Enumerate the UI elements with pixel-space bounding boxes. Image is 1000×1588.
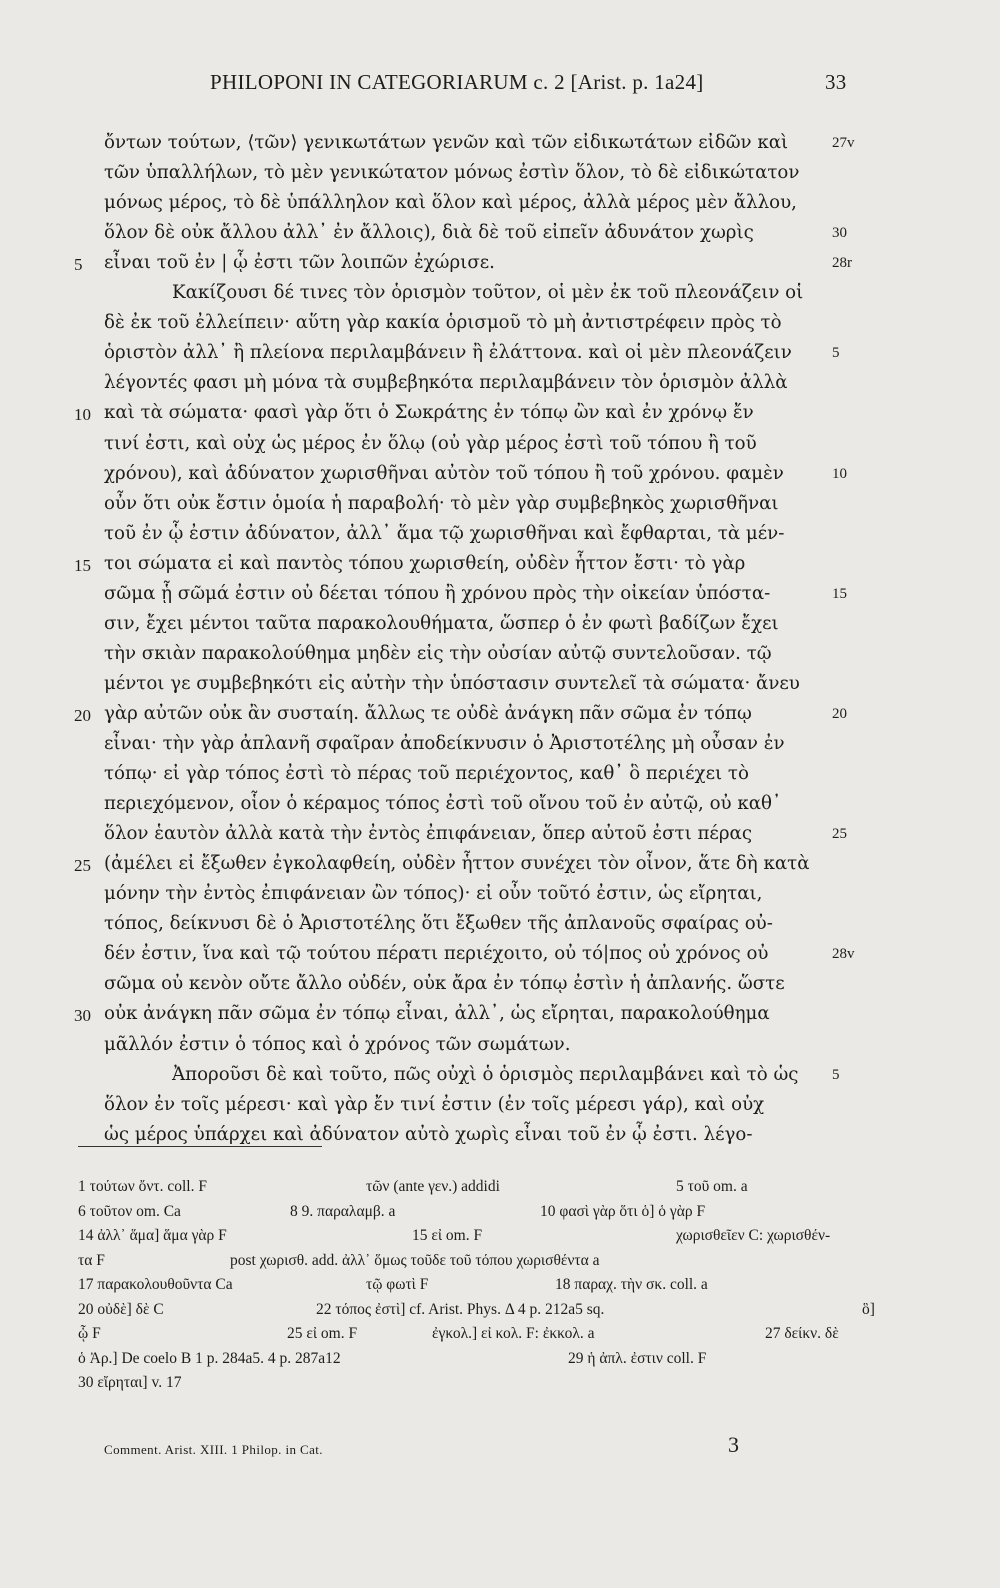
text-line: σῶμα οὐ κενὸν οὔτε ἄλλο οὐδέν, οὐκ ἄρα ἐν τόπῳ ἐστὶν ἡ ἀπλανής. ὥστε: [104, 973, 785, 995]
footnote-entry: 29 ἡ ἀπλ. ἐστιν coll. F: [568, 1349, 707, 1367]
text-line: Κακίζουσι δέ τινες τὸν ὁρισμὸν τοῦτον, οἱ μὲν ἐκ τοῦ πλεονάζειν οἱ: [172, 282, 804, 304]
text-line: τῶν ὑπαλλήλων, τὸ μὲν γενικώτατον μόνως ἐστὶν ὅλον, τὸ δὲ εἰδικώτατον: [104, 162, 800, 184]
text-line: δέν ἐστιν, ἵνα καὶ τῷ τούτου πέρατι περιέχοιτο, οὐ τό|πος οὐ χρόνος οὐ: [104, 943, 769, 965]
text-line: λέγοντές φασι μὴ μόνα τὰ συμβεβηκότα περιλαμβάνειν τὸν ὁρισμὸν ἀλλὰ: [104, 372, 788, 394]
footnote-entry: τῷ φωτὶ F: [366, 1276, 429, 1293]
footnote-entry: 8 9. παραλαμβ. a: [290, 1202, 396, 1220]
text-line: ὁριστὸν ἀλλ᾿ ἢ πλείονα περιλαμβάνειν ἢ ἐλάττονα. καὶ οἱ μὲν πλεονάζειν: [104, 342, 792, 364]
text-line: (ἀμέλει εἰ ἔξωθεν ἐγκολαφθείη, οὐδὲν ἧττον συνέχει τὸν οἶνον, ἅτε δὴ κατὰ: [104, 853, 810, 875]
text-line: τοῦ ἐν ᾧ ἐστιν ἀδύνατον, ἀλλ᾿ ἅμα τῷ χωρισθῆναι καὶ ἔφθαρται, τὰ μέν-: [104, 522, 785, 544]
margin-reference: 27v: [832, 135, 855, 151]
text-line: περιεχόμενον, οἷον ὁ κέραμος τόπος ἐστὶ τοῦ οἴνου τοῦ ἐν αὐτῷ, οὐ καθ᾿: [104, 793, 782, 815]
footnote-entry: 10 φασὶ γὰρ ὅτι ὁ] ὁ γὰρ F: [540, 1202, 706, 1220]
text-line: εἶναι· τὴν γὰρ ἀπλανῆ σφαῖραν ἀποδείκνυσιν ὁ Ἀριστοτέλης μὴ οὖσαν ἐν: [104, 733, 785, 754]
sheet-signature: Comment. Arist. XIII. 1 Philop. in Cat.: [104, 1442, 323, 1457]
line-number: 5: [74, 255, 83, 275]
margin-reference: 25: [832, 826, 847, 843]
text-line: σῶμα ᾗ σῶμά ἐστιν οὐ δέεται τόπου ἢ χρόνου πρὸς τὴν οἰκείαν ὑπόστα-: [104, 582, 771, 604]
text-line: μόνως μέρος, τὸ δὲ ὑπάλληλον καὶ ὅλον καὶ μέρος, ἀλλὰ μέρος μὲν ἄλλου,: [104, 192, 797, 214]
text-line: ὅλον ἑαυτὸν ἀλλὰ κατὰ τὴν ἐντὸς ἐπιφάνειαν, ὅπερ αὐτοῦ ἐστι πέρας: [104, 823, 753, 845]
text-line: τοι σώματα εἰ καὶ παντὸς τόπου χωρισθείη, οὐδὲν ἧττον ἔστι· τὸ γὰρ: [104, 552, 746, 574]
footnote-entry: 6 τοῦτον om. Ca: [78, 1202, 181, 1220]
line-number: 30: [74, 1006, 91, 1026]
margin-reference: 5: [832, 345, 840, 362]
text-line: τόπῳ· εἰ γὰρ τόπος ἐστὶ τὸ πέρας τοῦ περιέχοντος, καθ᾿ ὃ περιέχει τὸ: [104, 763, 749, 785]
text-line: τόπος, δείκνυσι δὲ ὁ Ἀριστοτέλης ὅτι ἔξωθεν τῆς ἀπλανοῦς σφαίρας οὐ-: [104, 913, 773, 935]
margin-reference: 10: [832, 465, 847, 482]
footnote-entry: 18 παραχ. τὴν σκ. coll. a: [555, 1276, 708, 1293]
text-line: μόνην τὴν ἐντὸς ἐπιφάνειαν ὢν τόπος)· εἰ οὖν τοῦτό ἐστιν, ὡς εἴρηται,: [104, 883, 763, 905]
text-line: Ἀποροῦσι δὲ καὶ τοῦτο, πῶς οὐχὶ ὁ ὁρισμὸς περιλαμβάνει καὶ τὸ ὡς: [172, 1063, 799, 1085]
footnote-entry: 22 τόπος ἐστὶ] cf. Arist. Phys. Δ 4 p. 212a5 sq.: [316, 1300, 605, 1318]
footnote-entry: 25 εἰ om. F: [287, 1325, 358, 1342]
line-number: 20: [74, 705, 91, 725]
footnote-entry: post χωρισθ. add. ἀλλ᾿ ὅμως τοῦδε τοῦ τόπου χωρισθέντα a: [230, 1251, 600, 1269]
text-line: τὴν σκιὰν παρακολούθημα μηδὲν εἰς τὴν οὐσίαν αὐτῷ συντελοῦσαν. τῷ: [104, 642, 772, 664]
text-line: οὖν ὅτι οὐκ ἔστιν ὁμοία ἡ παραβολή· τὸ μὲν γὰρ συμβεβηκὸς χωρισθῆναι: [104, 492, 779, 514]
footnote-entry: 30 εἴρηται] v. 17: [78, 1374, 182, 1391]
text-line: χρόνου), καὶ ἀδύνατον χωρισθῆναι αὐτὸν τοῦ τόπου ἢ τοῦ χρόνου. φαμὲν: [104, 462, 784, 484]
text-line: σιν, ἔχει μέντοι ταῦτα παρακολουθήματα, ὥσπερ ὁ ἐν φωτὶ βαδίζων ἔχει: [104, 612, 779, 634]
margin-reference: 20: [832, 705, 847, 722]
text-line: εἶναι τοῦ ἐν | ᾧ ἐστι τῶν λοιπῶν ἐχώρισε.: [104, 252, 495, 274]
text-line: δὲ ἐκ τοῦ ἐλλείπειν· αὕτη γὰρ κακία ὁρισμοῦ τὸ μὴ ἀντιστρέφειν πρὸς τὸ: [104, 312, 782, 334]
text-line: τινί ἐστι, καὶ οὐχ ὡς μέρος ἐν ὅλῳ (οὐ γὰρ μέρος ἐστὶ τοῦ τόπου ἢ τοῦ: [104, 432, 757, 454]
text-line: γὰρ αὐτῶν οὐκ ἂν συσταίη. ἄλλως τε οὐδὲ ἀνάγκη πᾶν σῶμα ἐν τόπῳ: [104, 702, 752, 724]
running-title: PHILOPONI IN CATEGORIARUM c. 2 [Arist. p. 1a24]: [210, 70, 704, 94]
footnote-entry: 1 τούτων ὄντ. coll. F: [78, 1178, 207, 1195]
footnote-entry: ᾧ F: [78, 1325, 101, 1342]
footnote-entry: χωρισθεῖεν C: χωρισθέν-: [676, 1227, 831, 1244]
footnote-entry: τα F: [78, 1251, 105, 1269]
footnote-entry: 17 παρακολουθοῦντα Ca: [78, 1276, 233, 1293]
footnote-rule: [78, 1146, 322, 1147]
line-number: 10: [74, 405, 91, 425]
page-number: 33: [825, 70, 847, 94]
sheet-number: 3: [728, 1432, 739, 1457]
footnote-entry: ὃ]: [862, 1300, 875, 1318]
text-line: μᾶλλόν ἐστιν ὁ τόπος καὶ ὁ χρόνος τῶν σωμάτων.: [104, 1033, 571, 1055]
text-line: μέντοι γε συμβεβηκότι εἰς αὐτὴν τὴν ὑπόστασιν συντελεῖ τὰ σώματα· ἄνευ: [104, 672, 800, 694]
margin-reference: 15: [832, 585, 847, 602]
footnote-entry: 14 ἀλλ᾿ ἅμα] ἅμα γὰρ F: [78, 1227, 227, 1244]
text-line: καὶ τὰ σώματα· φασὶ γὰρ ὅτι ὁ Σωκράτης ἐν τόπῳ ὢν καὶ ἐν χρόνῳ ἔν: [104, 402, 754, 424]
margin-reference: 5: [832, 1066, 840, 1083]
text-line: ὄντων τούτων, ⟨τῶν⟩ γενικωτάτων γενῶν καὶ τῶν εἰδικωτάτων εἰδῶν καὶ: [104, 132, 789, 153]
text-line: ὅλον δὲ οὐκ ἄλλου ἀλλ᾿ ἐν ἄλλοις), διὰ δὲ τοῦ εἰπεῖν ἀδυνάτον χωρὶς: [104, 222, 754, 244]
margin-reference: 28v: [832, 946, 855, 963]
footnote-entry: τῶν (ante γεν.) addidi: [366, 1178, 500, 1195]
footnote-entry: 5 τοῦ om. a: [676, 1178, 748, 1195]
text-line: οὐκ ἀνάγκη πᾶν σῶμα ἐν τόπῳ εἶναι, ἀλλ᾿, ὡς εἴρηται, παρακολούθημα: [104, 1003, 770, 1025]
footnote-entry: ὁ Ἀρ.] De coelo B 1 p. 284a5. 4 p. 287a12: [78, 1349, 341, 1367]
line-number: 25: [74, 856, 91, 876]
footnote-entry: 15 εἰ om. F: [412, 1227, 483, 1244]
margin-reference: 30: [832, 225, 847, 242]
footnote-entry: 27 δείκν. δὲ: [765, 1325, 839, 1342]
footnote-entry: 20 οὐδὲ] δὲ C: [78, 1300, 164, 1318]
line-number: 15: [74, 555, 91, 575]
running-header: [210, 70, 847, 95]
text-line: ὅλον ἐν τοῖς μέρεσι· καὶ γὰρ ἔν τινί ἐστιν (ἐν τοῖς μέρεσι γάρ), καὶ οὐχ: [104, 1093, 765, 1115]
margin-reference: 28r: [832, 255, 852, 272]
text-line: ὡς μέρος ὑπάρχει καὶ ἀδύνατον αὐτὸ χωρὶς εἶναι τοῦ ἐν ᾧ ἐστι. λέγο-: [104, 1123, 753, 1145]
footnote-entry: ἐγκολ.] εἰ κολ. F: ἐκκολ. a: [432, 1325, 595, 1342]
